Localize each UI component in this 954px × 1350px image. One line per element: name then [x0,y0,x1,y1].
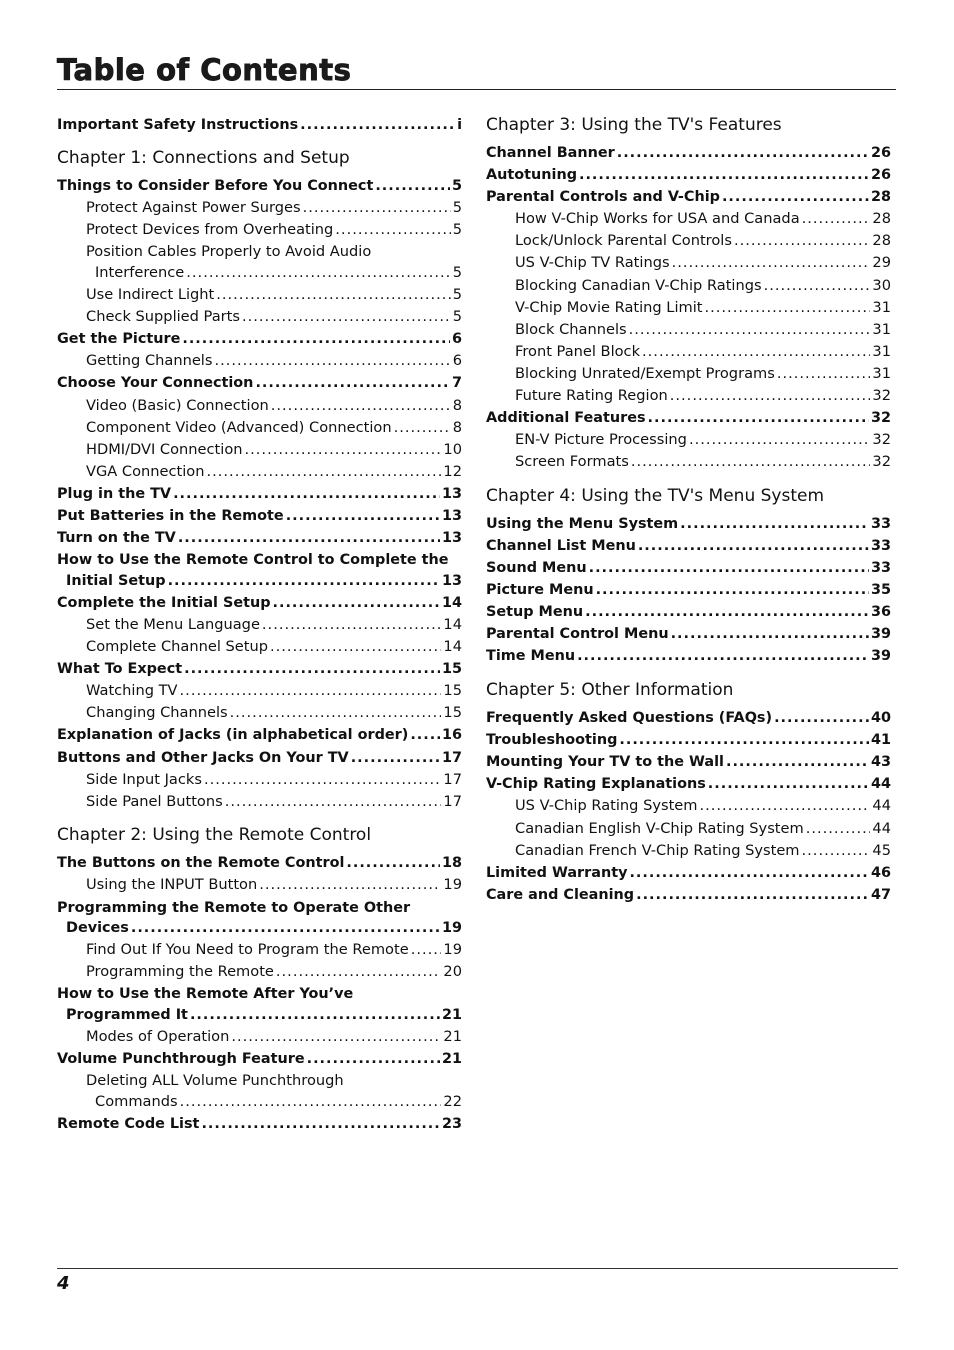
dot-leader [802,841,871,862]
chapter-3-heading: Chapter 3: Using the TV's Features [486,115,782,135]
toc-entry[interactable] [486,165,891,186]
dot-leader [774,708,869,729]
dot-leader [180,681,442,702]
toc-entry-text: Lock/Unlock Parental Controls [515,232,732,250]
toc-page-number: 26 [870,145,891,161]
dot-leader [670,386,871,407]
toc-page-number: 5 [452,199,462,217]
dot-leader [131,918,440,939]
toc-entry-text: US V-Chip Rating System [515,797,698,815]
toc-subentry[interactable] [57,703,462,724]
dot-leader [231,1027,441,1048]
toc-entry-text: Side Panel Buttons [86,792,223,810]
toc-entry-text: Check Supplied Parts [86,308,240,326]
toc-entry-text: Blocking Unrated/Exempt Programs [515,364,775,382]
dot-leader [734,231,870,252]
dot-leader [190,1005,440,1026]
toc-entry-text: Autotuning [486,167,577,184]
toc-entry-text: Channel List Menu [486,538,636,554]
toc-subentry[interactable] [486,452,891,473]
chapter-5-heading: Chapter 5: Other Information [486,680,734,701]
toc-entry-text: Volume Punchthrough Feature [57,1051,305,1068]
toc-subentry[interactable] [57,242,462,283]
toc-subentry[interactable] [57,462,462,483]
toc-subentry[interactable] [486,796,891,817]
toc-page-number: 41 [870,732,891,749]
toc-entry[interactable] [57,506,462,527]
toc-entry-text: Mounting Your TV to the Wall [486,754,724,771]
toc-entry[interactable] [57,853,462,874]
dot-leader [182,329,450,350]
toc-page-number: 21 [441,1051,462,1068]
toc-entry-text: Modes of Operation [86,1028,230,1046]
dot-leader [184,659,440,680]
toc-page-number: 5 [452,263,462,281]
toc-page-number: 6 [452,352,462,370]
toc-entry-text: Explanation of Jacks (in alphabetical order) [57,727,409,744]
dot-leader [351,748,440,769]
dot-leader [262,615,442,636]
dot-leader [242,307,451,328]
toc-page-number: 5 [452,308,462,326]
toc-subentry[interactable] [57,351,462,372]
dot-leader [307,1049,440,1070]
dot-leader [764,276,871,297]
toc-entry[interactable] [486,730,891,751]
toc-entry-text: Care and Cleaning [486,886,635,903]
toc-page-number: 15 [443,704,462,722]
toc-entry-text: Protect Devices from Overheating [86,221,334,239]
dot-leader [726,752,869,773]
dot-leader [225,792,442,813]
chapter-1-heading: Chapter 1: Connections and Setup [57,148,350,169]
dot-leader [303,198,451,219]
toc-entry-text: Put Batteries in the Remote [57,508,284,524]
toc-subentry[interactable] [57,792,462,813]
toc-subentry[interactable] [57,440,462,461]
dot-leader [178,528,440,549]
toc-page-number: 32 [872,453,891,471]
dot-leader [180,1092,442,1113]
dot-leader [619,730,869,751]
toc-page-number: 21 [441,1006,462,1023]
toc-subentry[interactable] [57,637,462,658]
dot-leader [255,373,450,394]
toc-entry-text-line2: Commands [95,1092,178,1110]
toc-entry[interactable] [486,602,891,623]
toc-subentry[interactable] [486,819,891,840]
toc-page-number: 20 [443,963,462,981]
dot-leader [577,646,869,667]
toc-entry[interactable] [486,708,891,729]
toc-subentry[interactable] [57,962,462,983]
toc-entry-text: Get the Picture [57,331,181,348]
toc-entry-text-line2: Programmed It [66,1006,188,1023]
toc-page-number: 23 [441,1115,462,1132]
toc-entry-text: Video (Basic) Connection [86,396,269,414]
dot-leader [207,462,442,483]
toc-entry-text: What To Expect [57,661,183,678]
toc-page-number: 31 [872,364,891,382]
dot-leader [579,165,869,186]
toc-entry-text: Programming the Remote [86,963,274,981]
toc-entry-text-line2: Initial Setup [66,572,166,589]
dot-leader [346,853,440,874]
toc-entry[interactable] [486,863,891,884]
toc-entry[interactable] [57,898,462,939]
toc-entry-text: Screen Formats [515,453,629,471]
toc-left-column [57,113,462,1135]
dot-leader [276,962,442,983]
toc-page-number: 15 [441,661,462,678]
toc-entry-text-line2: Devices [66,920,129,937]
toc-entry-text: EN-V Picture Processing [515,431,687,449]
toc-subentry[interactable] [57,681,462,702]
toc-entry-text: Plug in the TV [57,485,172,502]
toc-entry[interactable] [57,1114,462,1135]
toc-entry-text-line1: Position Cables Properly to Avoid Audio [86,243,372,261]
toc-subentry[interactable] [57,220,462,241]
toc-page-number: 14 [441,594,462,611]
toc-entry-text: Blocking Canadian V-Chip Ratings [515,276,762,294]
toc-page-number: i [457,116,462,133]
toc-page-number: 32 [872,431,891,449]
toc-entry[interactable] [486,752,891,773]
toc-entry-text: US V-Chip TV Ratings [515,254,670,272]
dot-leader [273,593,440,614]
dot-leader [245,440,442,461]
toc-entry-text: Choose Your Connection [57,375,254,392]
toc-subentry[interactable] [486,430,891,451]
toc-entry[interactable] [486,774,891,795]
toc-entry[interactable] [486,624,891,645]
toc-subentry[interactable] [57,770,462,791]
toc-page-number: 8 [452,418,462,436]
toc-page-number: 5 [452,286,462,304]
toc-entry-text-line1: How to Use the Remote After You’ve [57,986,354,1003]
toc-page-number: 13 [441,485,462,502]
toc-entry-safety[interactable] [57,115,462,136]
toc-entry-text: Watching TV [86,682,178,700]
dot-leader [671,624,869,645]
toc-page-number: 39 [870,648,891,665]
toc-entry-text: Use Indirect Light [86,286,215,304]
toc-entry-text: Complete the Initial Setup [57,594,271,611]
dot-leader [186,263,450,284]
dot-leader [589,558,869,579]
toc-page-number: 31 [872,342,891,360]
toc-page-number: 44 [870,776,891,793]
toc-entry-text: V-Chip Movie Rating Limit [515,298,703,316]
toc-entry-text: Parental Controls and V-Chip [486,189,720,206]
footer-divider [57,1268,898,1269]
toc-page-number: 17 [443,770,462,788]
toc-entry-text: Setup Menu [486,604,584,621]
toc-page-number: 14 [443,615,462,633]
toc-entry-text: Turn on the TV [57,530,176,547]
toc-entry[interactable] [57,176,462,197]
dot-leader [806,819,871,840]
page-title: Table of Contents [57,53,352,87]
toc-page-number: 46 [870,864,891,881]
toc-entry-text: Canadian French V-Chip Rating System [515,841,800,859]
toc-subentry[interactable] [57,875,462,896]
toc-page-number: 12 [443,462,462,480]
toc-page-number: 13 [441,530,462,547]
toc-entry-text: Remote Code List [57,1115,200,1132]
toc-page-number: 5 [451,178,462,195]
toc-page-number: 30 [872,276,891,294]
dot-leader [201,1114,440,1135]
toc-page-number: 33 [870,538,891,554]
toc-entry[interactable] [57,725,462,746]
toc-entry-text: Changing Channels [86,704,228,722]
toc-page-number: 26 [870,167,891,184]
toc-entry-text: HDMI/DVI Connection [86,440,243,458]
dot-leader [259,875,441,896]
toc-subentry[interactable] [486,231,891,252]
toc-subentry[interactable] [486,386,891,407]
toc-page-number: 29 [872,254,891,272]
toc-page-number: 40 [870,710,891,727]
toc-entry[interactable] [57,984,462,1025]
toc-entry-text: Troubleshooting [486,732,618,749]
toc-page-number: 16 [441,727,462,744]
dot-leader [708,774,869,795]
toc-entry-text: Limited Warranty [486,864,628,881]
toc-entry[interactable] [57,528,462,549]
toc-entry-text: Protect Against Power Surges [86,199,301,217]
toc-page-number: 44 [872,797,891,815]
toc-entry[interactable] [486,558,891,579]
toc-subentry[interactable] [57,198,462,219]
toc-entry[interactable] [486,408,891,429]
toc-page-number: 28 [872,232,891,250]
toc-entry-text: Picture Menu [486,582,594,599]
toc-page-number: 22 [443,1092,462,1110]
chapter-4-heading: Chapter 4: Using the TV's Menu System [486,485,825,506]
toc-page-number: 31 [872,298,891,316]
toc-page-number: 47 [870,886,891,903]
dot-leader [672,253,871,274]
toc-subentry[interactable] [57,285,462,306]
toc-entry[interactable] [486,580,891,601]
toc-entry-text: Things to Consider Before You Connect [57,178,374,195]
dot-leader [596,580,869,601]
dot-leader [204,770,441,791]
toc-entry[interactable] [57,329,462,350]
toc-subentry[interactable] [57,418,462,439]
toc-subentry[interactable] [57,940,462,961]
toc-entry-text: Additional Features [486,410,646,427]
toc-page-number: 17 [443,792,462,810]
toc-entry-text: Important Safety Instructions [57,116,299,133]
toc-entry-text: Component Video (Advanced) Connection [86,418,392,436]
toc-entry-text: Canadian English V-Chip Rating System [515,819,804,837]
toc-subentry[interactable] [486,276,891,297]
toc-entry-text: Using the Menu System [486,515,679,532]
toc-page-number: 5 [452,221,462,239]
dot-leader [394,418,451,439]
dot-leader [173,484,440,505]
toc-page-number: 39 [870,626,891,643]
toc-page-number: 13 [441,572,462,589]
toc-entry-text-line1: How to Use the Remote Control to Complete the [57,552,449,569]
dot-leader [286,506,440,527]
toc-entry[interactable] [57,593,462,614]
toc-entry-text: The Buttons on the Remote Control [57,855,345,872]
dot-leader [638,536,869,557]
toc-page-number: 18 [441,855,462,872]
toc-subentry[interactable] [57,1071,462,1112]
chapter-2-heading: Chapter 2: Using the Remote Control [57,825,372,846]
dot-leader [722,187,869,208]
toc-entry-text-line2: Interference [95,263,185,281]
dot-leader [680,514,869,535]
dot-leader [230,703,442,724]
toc-entry[interactable] [486,143,891,164]
toc-entry[interactable] [57,748,462,769]
toc-entry-text: Using the INPUT Button [86,876,258,894]
toc-subentry[interactable] [486,364,891,385]
dot-leader [802,209,871,230]
dot-leader [335,220,450,241]
toc-page-number: 21 [443,1028,462,1046]
toc-entry-text: Time Menu [486,648,576,665]
toc-entry[interactable] [57,1049,462,1070]
toc-page-number: 43 [870,754,891,771]
toc-entry-text: Getting Channels [86,352,213,370]
dot-leader [642,342,870,363]
toc-subentry[interactable] [486,841,891,862]
toc-page-number: 19 [443,941,462,959]
toc-entry-text: Channel Banner [486,145,615,161]
page-number: 4 [57,1273,70,1294]
toc-entry-text: V-Chip Rating Explanations [486,776,706,793]
toc-page-number: 28 [872,210,891,228]
toc-subentry[interactable] [57,307,462,328]
toc-entry[interactable] [57,373,462,394]
title-divider [57,89,896,90]
toc-page-number: 7 [451,375,462,392]
toc-entry-text: Front Panel Block [515,342,641,360]
dot-leader [410,725,440,746]
toc-page-number: 31 [872,320,891,338]
dot-leader [300,115,455,136]
toc-page-number: 6 [451,331,462,348]
dot-leader [636,885,869,906]
toc-page-number: 13 [441,508,462,524]
toc-entry-text-line1: Programming the Remote to Operate Other [57,899,411,916]
toc-entry-text: How V-Chip Works for USA and Canada [515,210,800,228]
toc-subentry[interactable] [57,1027,462,1048]
dot-leader [168,571,440,592]
toc-right-column [486,113,891,905]
dot-leader [214,351,450,372]
dot-leader [375,176,450,197]
toc-subentry[interactable] [57,396,462,417]
toc-entry-text: Find Out If You Need to Program the Remote [86,941,409,959]
dot-leader [617,143,869,164]
toc-entry[interactable] [57,659,462,680]
dot-leader [216,285,450,306]
dot-leader [270,637,441,658]
toc-entry-text: Complete Channel Setup [86,638,269,656]
toc-page-number: 17 [441,749,462,766]
dot-leader [705,298,871,319]
toc-page-number: 8 [452,396,462,414]
toc-entry-text: Set the Menu Language [86,615,260,633]
toc-entry-text: Future Rating Region [515,387,668,405]
toc-entry-text: Sound Menu [486,560,587,577]
toc-subentry[interactable] [486,342,891,363]
toc-entry[interactable] [57,550,462,591]
toc-page-number: 33 [870,560,891,577]
dot-leader [629,320,871,341]
toc-subentry[interactable] [486,320,891,341]
toc-subentry[interactable] [486,209,891,230]
toc-page-number: 35 [870,582,891,599]
toc-entry-text: Buttons and Other Jacks On Your TV [57,749,349,766]
toc-page-number: 14 [443,638,462,656]
toc-entry-text: VGA Connection [86,462,205,480]
toc-page-number: 15 [443,682,462,700]
toc-page-number: 33 [870,515,891,532]
dot-leader [700,796,871,817]
toc-page-number: 36 [870,604,891,621]
toc-subentry[interactable] [486,253,891,274]
toc-page-number: 28 [870,189,891,206]
dot-leader [629,863,869,884]
toc-entry[interactable] [57,484,462,505]
toc-entry-text: Parental Control Menu [486,626,669,643]
toc-entry-text: Side Input Jacks [86,770,202,788]
dot-leader [585,602,869,623]
toc-entry[interactable] [486,646,891,667]
dot-leader [689,430,870,451]
toc-subentry[interactable] [486,298,891,319]
dot-leader [777,364,871,385]
toc-page-number: 19 [443,876,462,894]
toc-page-number: 32 [872,387,891,405]
toc-entry[interactable] [486,536,891,557]
toc-page-number: 32 [870,410,891,427]
dot-leader [411,940,442,961]
toc-page-number: 19 [441,920,462,937]
toc-subentry[interactable] [57,615,462,636]
toc-page-number: 44 [872,819,891,837]
toc-entry-text: Block Channels [515,320,627,338]
toc-entry-text: Frequently Asked Questions (FAQs) [486,710,773,727]
toc-entry[interactable] [486,514,891,535]
toc-entry[interactable] [486,187,891,208]
toc-page-number: 10 [443,440,462,458]
toc-entry[interactable] [486,885,891,906]
dot-leader [648,408,869,429]
dot-leader [271,396,451,417]
dot-leader [631,452,871,473]
toc-page-number: 45 [872,841,891,859]
toc-entry-text-line1: Deleting ALL Volume Punchthrough [86,1072,344,1090]
